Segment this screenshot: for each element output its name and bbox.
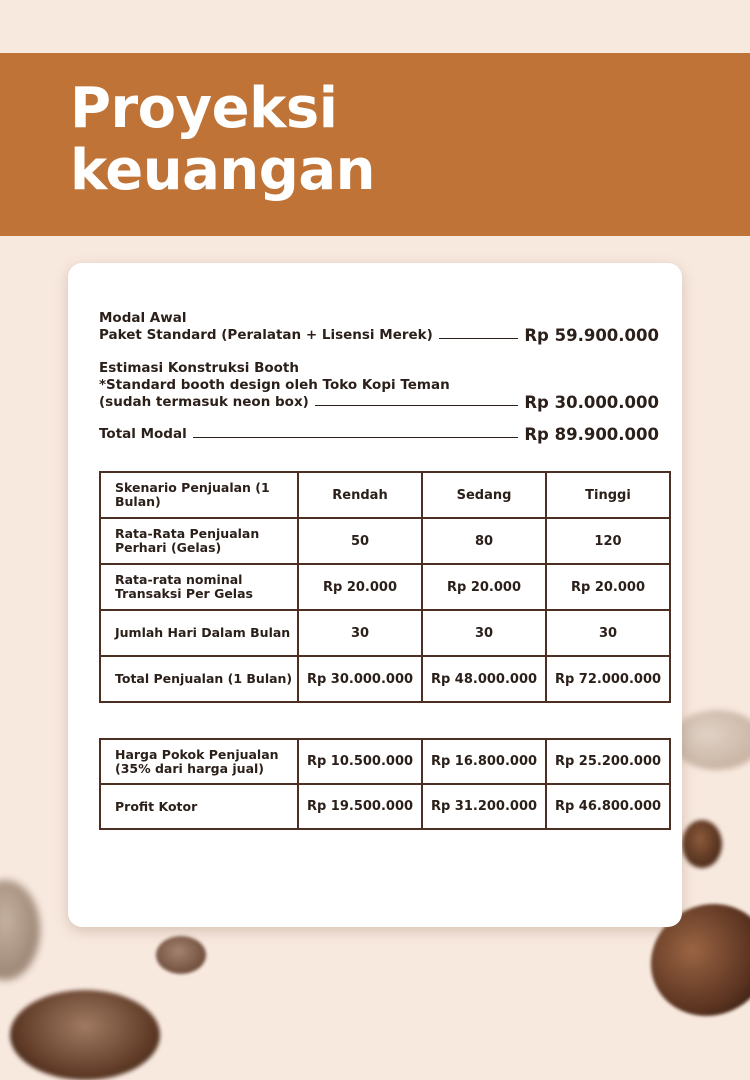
table-cell: Rp 72.000.000 [546, 656, 670, 702]
table-row [100, 564, 670, 610]
paket-label: Paket Standard (Peralatan + Lisensi Merek) [99, 327, 433, 343]
coffee-bean-decoration [682, 820, 722, 868]
coffee-bean-decoration [10, 990, 160, 1080]
booth-title: Estimasi Konstruksi Booth [99, 360, 299, 376]
column-header-tinggi: Tinggi [546, 472, 670, 518]
booth-amount: Rp 30.000.000 [524, 393, 659, 412]
table-row [100, 518, 670, 564]
row-label: Harga Pokok Penjualan (35% dari harga jual) [100, 739, 298, 784]
table-row [100, 739, 670, 784]
finance-card [68, 263, 682, 927]
table-cell: Skenario Penjualan (1 Bulan) [100, 472, 298, 518]
table-row [100, 610, 670, 656]
row-label: Rata-Rata Penjualan Perhari (Gelas) [100, 518, 298, 564]
table-cell: 30 [546, 610, 670, 656]
total-line [99, 426, 659, 443]
table-cell: 80 [422, 518, 546, 564]
table-cell: Rp 30.000.000 [298, 656, 422, 702]
column-header-rendah: Rendah [298, 472, 422, 518]
table-cell: Rp 20.000 [298, 564, 422, 610]
table-cell: Rp 31.200.000 [422, 784, 546, 829]
table-cell: 50 [298, 518, 422, 564]
modal-awal-title: Modal Awal [99, 310, 187, 326]
row-label: Profit Kotor [100, 784, 298, 829]
table-cell: Rp 16.800.000 [422, 739, 546, 784]
booth-block [99, 360, 659, 411]
table-cell: Rp 46.800.000 [546, 784, 670, 829]
row-label: Rata-rata nominal Transaksi Per Gelas [100, 564, 298, 610]
booth-note: *Standard booth design oleh Toko Kopi Teman [99, 377, 450, 393]
table-cell: Rp 20.000 [422, 564, 546, 610]
total-modal-block [99, 426, 659, 443]
table-cell: Rp 20.000 [546, 564, 670, 610]
page-title: Proyeksi keuangan [70, 76, 375, 203]
capital-summary [99, 310, 659, 443]
booth-line [99, 394, 659, 411]
total-modal-label: Total Modal [99, 426, 187, 442]
row-label: Total Penjualan (1 Bulan) [100, 656, 298, 702]
coffee-bean-decoration [156, 936, 206, 974]
total-modal-amount: Rp 89.900.000 [524, 425, 659, 444]
paket-amount: Rp 59.900.000 [524, 326, 659, 345]
column-header-sedang: Sedang [422, 472, 546, 518]
sales-scenario-table [99, 471, 671, 703]
leader-line [315, 405, 519, 406]
table-cell: Rp 10.500.000 [298, 739, 422, 784]
table-cell: 120 [546, 518, 670, 564]
table-cell: Rp 19.500.000 [298, 784, 422, 829]
table-cell: 30 [422, 610, 546, 656]
modal-awal-block [99, 310, 659, 344]
table-row [100, 784, 670, 829]
coffee-bean-decoration [0, 880, 40, 980]
leader-line [193, 437, 519, 438]
paket-line [99, 327, 659, 344]
row-label: Jumlah Hari Dalam Bulan [100, 610, 298, 656]
table-cell: Rp 25.200.000 [546, 739, 670, 784]
profit-table [99, 738, 671, 830]
table-row [100, 656, 670, 702]
leader-line [439, 338, 519, 339]
table-cell: Rp 48.000.000 [422, 656, 546, 702]
booth-label: (sudah termasuk neon box) [99, 394, 309, 410]
table-cell: 30 [298, 610, 422, 656]
table-header-row [100, 472, 670, 518]
coffee-bean-decoration [672, 710, 750, 770]
